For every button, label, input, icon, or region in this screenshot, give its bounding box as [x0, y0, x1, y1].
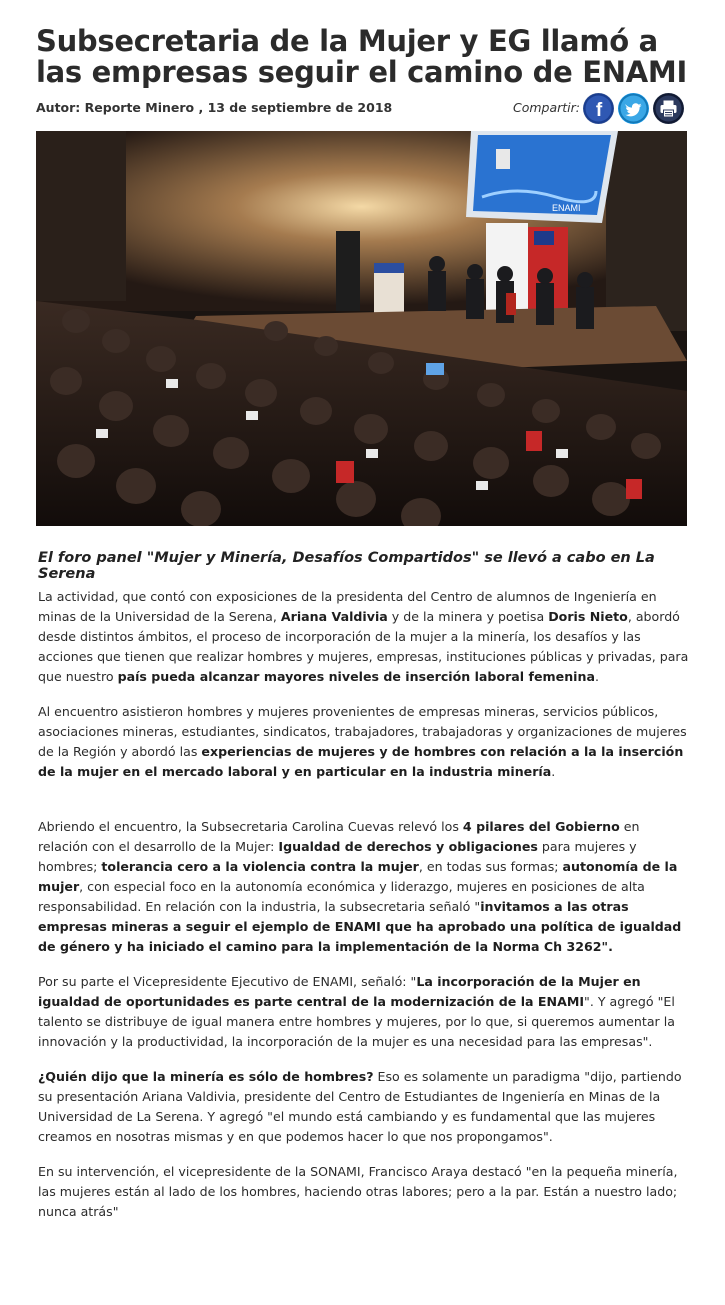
bold-text: ¿Quién dijo que la minería es sólo de hombres? [38, 1069, 374, 1084]
twitter-bird-icon [618, 93, 649, 124]
body-text: Al encuentro asistieron hombres y mujeres provenientes de empresas mineras, servicios públicos, asociaciones mineras, estudiantes, sindicatos, trabajadores, trabajadoras y organizaciones de mujeres de la Región y abordó las [38, 704, 687, 759]
body-text: y de la minera y poetisa [387, 609, 549, 624]
bold-text: tolerancia cero a la violencia contra la mujer [101, 859, 419, 874]
bold-text: La incorporación de la Mujer en igualdad de oportunidades es parte central de la modernización de la ENAMI [38, 974, 641, 1009]
facebook-share-button[interactable] [583, 93, 614, 124]
article-photo [36, 131, 687, 526]
body-text: . [551, 764, 556, 779]
body-text: . [594, 669, 599, 684]
twitter-share-button[interactable] [618, 93, 649, 124]
byline: Autor: Reporte Minero , 13 de septiembre de 2018 [36, 100, 393, 115]
body-text: , abordó desde distintos ámbitos, el proceso de incorporación de la mujer a la minería, los desafíos y las acciones que tienen que realizar hombres y mujeres, empresas, instituciones públicas y privadas, para que nuestro [38, 609, 689, 684]
body-text: En su intervención, el vicepresidente de la SONAMI, Francisco Araya destacó "en la pequeña minería, las mujeres están al lado de los hombres, haciendo otras labores; pero a la par. Están a nuestro lado; nunca atrás" [38, 1164, 678, 1219]
share-label: Compartir: [512, 100, 580, 115]
bold-text: Doris Nieto [548, 609, 628, 624]
body-text: La actividad, que contó con exposiciones de la presidenta del Centro de alumnos de Ingeniería en minas de la Universidad de la Serena, [38, 589, 657, 624]
facebook-letter: f [595, 100, 603, 121]
facebook-icon [583, 93, 614, 124]
print-button[interactable] [653, 93, 684, 124]
paragraph [38, 972, 690, 1052]
body-text: para mujeres y hombres; [38, 839, 637, 874]
bold-text: autonomía de la mujer [38, 859, 678, 894]
paragraph [38, 1162, 690, 1222]
body-text: , en todas sus formas; [418, 859, 563, 874]
body-text: Abriendo el encuentro, la Subsecretaria Carolina Cuevas relevó los [38, 819, 463, 834]
body-text: ". Y agregó "El talento se distribuye de igual manera entre hombres y mujeres, por lo que, si queremos aumentar la innovación y la productividad, la incorporación de la mujer es una necesidad para las empresas". [38, 994, 675, 1049]
screen-logo-text: ENAMI [552, 203, 581, 213]
printer-icon [653, 93, 684, 124]
paragraph [38, 1067, 690, 1147]
bold-text: invitamos a las otras empresas mineras a seguir el ejemplo de ENAMI que ha aprobado una política de igualdad de género y ha iniciado el camino para la implementación de la Norma Ch 3262". [38, 899, 682, 954]
body-text: en relación con el desarrollo de la Mujer: [38, 819, 640, 854]
article-meta [36, 98, 688, 126]
bold-text: país pueda alcanzar mayores niveles de inserción laboral femenina [117, 669, 595, 684]
article-title: Subsecretaria de la Mujer y EG llamó a las empresas seguir el camino de ENAMI [36, 24, 687, 89]
paragraph [38, 702, 690, 782]
body-text: , con especial foco en la autonomía económica y liderazgo, mujeres en posiciones de alta responsabilidad. En relación con la industria, la subsecretaria señaló " [38, 879, 645, 914]
bold-text: Ariana Valdivia [280, 609, 388, 624]
auditorium-photo [36, 131, 687, 526]
body-text: Por su parte el Vicepresidente Ejecutivo de ENAMI, señaló: " [38, 974, 417, 989]
paragraph [38, 587, 690, 687]
paragraph [38, 817, 690, 957]
bold-text: Igualdad de derechos y obligaciones [278, 839, 538, 854]
body-text: Eso es solamente un paradigma "dijo, partiendo su presentación Ariana Valdivia, presidente del Centro de Estudiantes de Ingeniería en Minas de la Universidad de La Serena. Y agregó "el mundo está cambiando y es fundamental que las mujeres creamos en nosotras mismas y en que podemos hacer lo que nos propongamos". [38, 1069, 682, 1144]
bold-text: 4 pilares del Gobierno [462, 819, 620, 834]
bold-text: experiencias de mujeres y de hombres con relación a la la inserción de la mujer en el mercado laboral y en particular en la industria minería [38, 744, 684, 779]
article-body [38, 587, 690, 1222]
photo-caption: El foro panel "Mujer y Minería, Desafíos Compartidos" se llevó a cabo en La Serena [38, 550, 655, 582]
